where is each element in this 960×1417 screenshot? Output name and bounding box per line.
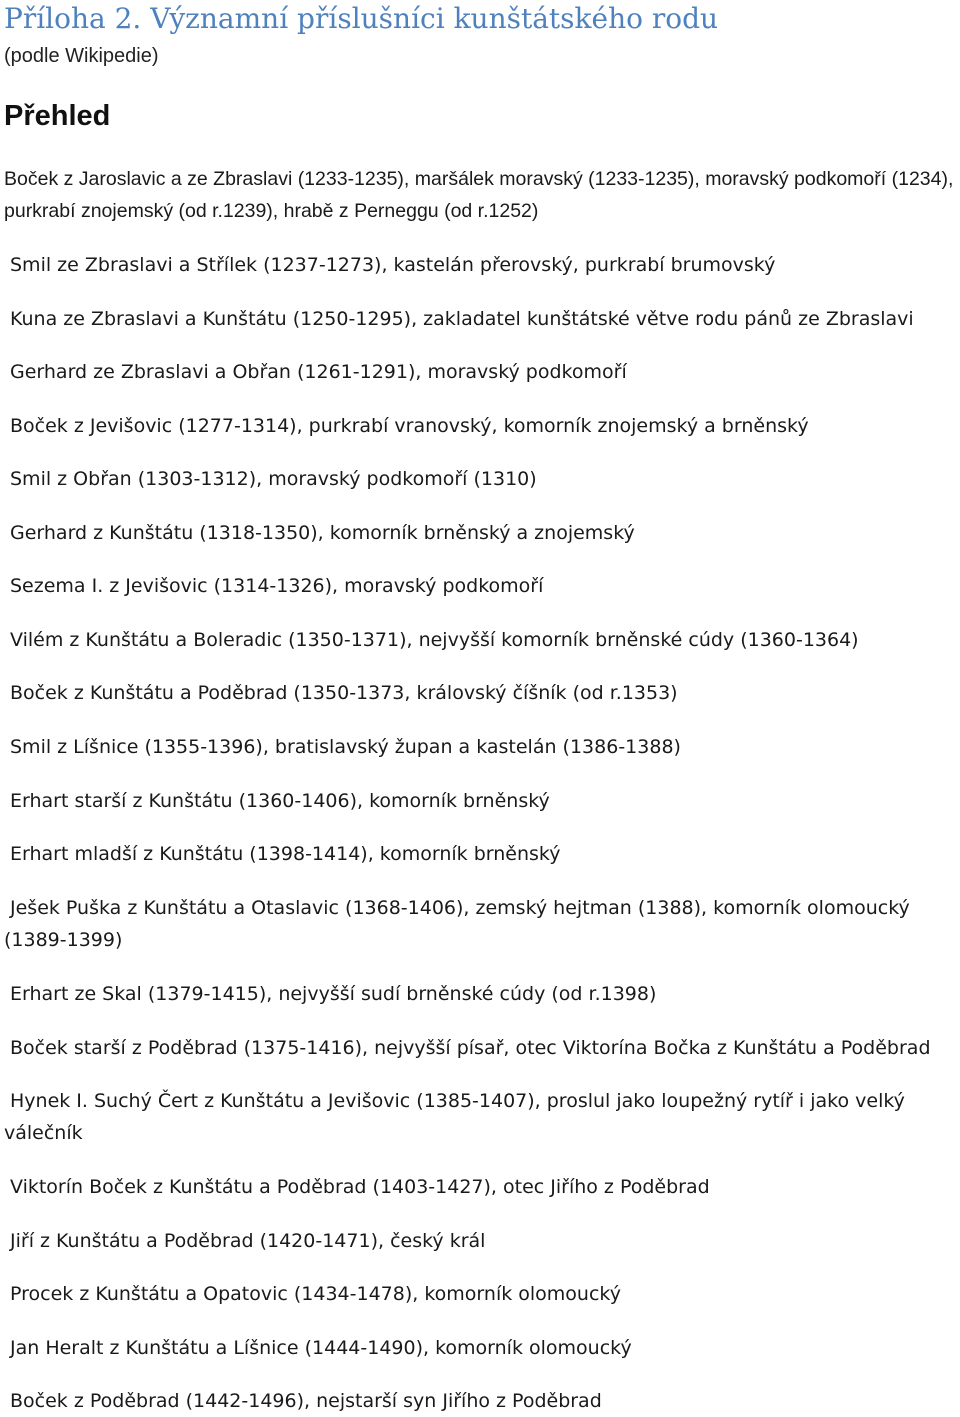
list-item: Boček z Jevišovic (1277-1314), purkrabí vranovský, komorník znojemský a brněnský xyxy=(10,415,809,437)
list-item: Gerhard ze Zbraslavi a Obřan (1261-1291), moravský podkomoří xyxy=(10,361,627,383)
list-item: Smil ze Zbraslavi a Střílek (1237-1273), kastelán přerovský, purkrabí brumovský xyxy=(10,254,776,276)
section-heading: Přehled xyxy=(4,100,111,132)
intro-paragraph: Boček z Jaroslavic a ze Zbraslavi (1233-1235), maršálek moravský (1233-1235), moravský podkomoří (1234), purkrabí znojemský (od r.1239), hrabě z Perneggu (od r.1252) xyxy=(4,168,954,222)
list-item: Viktorín Boček z Kunštátu a Poděbrad (1403-1427), otec Jiřího z Poděbrad xyxy=(10,1176,710,1198)
list-item: Erhart mladší z Kunštátu (1398-1414), komorník brněnský xyxy=(10,843,561,865)
list-item: Procek z Kunštátu a Opatovic (1434-1478), komorník olomoucký xyxy=(10,1283,621,1305)
list-item: Boček starší z Poděbrad (1375-1416), nejvyšší písař, otec Viktorína Bočka z Kunštátu a Poděbrad xyxy=(10,1037,931,1059)
list-item: Smil z Líšnice (1355-1396), bratislavský župan a kastelán (1386-1388) xyxy=(10,736,681,758)
list-item: Gerhard z Kunštátu (1318-1350), komorník brněnský a znojemský xyxy=(10,522,635,544)
list-item: Jiří z Kunštátu a Poděbrad (1420-1471), český král xyxy=(10,1230,486,1252)
list-item: Jan Heralt z Kunštátu a Líšnice (1444-1490), komorník olomoucký xyxy=(10,1337,632,1359)
list-item: Hynek I. Suchý Čert z Kunštátu a Jevišovic (1385-1407), proslul jako loupežný rytíř i jako velký válečník xyxy=(4,1090,905,1144)
list-item: Erhart ze Skal (1379-1415), nejvyšší sudí brněnské cúdy (od r.1398) xyxy=(10,983,657,1005)
list-item: Boček z Poděbrad (1442-1496), nejstarší syn Jiřího z Poděbrad xyxy=(10,1390,602,1412)
list-item: Boček z Kunštátu a Poděbrad (1350-1373, královský číšník (od r.1353) xyxy=(10,682,678,704)
list-item: Sezema I. z Jevišovic (1314-1326), moravský podkomoří xyxy=(10,575,544,597)
list-item: Erhart starší z Kunštátu (1360-1406), komorník brněnský xyxy=(10,790,550,812)
list-item: Smil z Obřan (1303-1312), moravský podkomoří (1310) xyxy=(10,468,537,490)
list-item: Vilém z Kunštátu a Boleradic (1350-1371), nejvyšší komorník brněnské cúdy (1360-1364) xyxy=(10,629,859,651)
list-item: Ješek Puška z Kunštátu a Otaslavic (1368-1406), zemský hejtman (1388), komorník olomoucký (1389-1399) xyxy=(4,897,910,951)
page-subtitle: (podle Wikipedie) xyxy=(4,45,159,67)
list-item: Kuna ze Zbraslavi a Kunštátu (1250-1295), zakladatel kunštátské větve rodu pánů ze Zbraslavi xyxy=(10,308,914,330)
page-title: Příloha 2. Významní příslušníci kunštátského rodu xyxy=(4,2,719,35)
